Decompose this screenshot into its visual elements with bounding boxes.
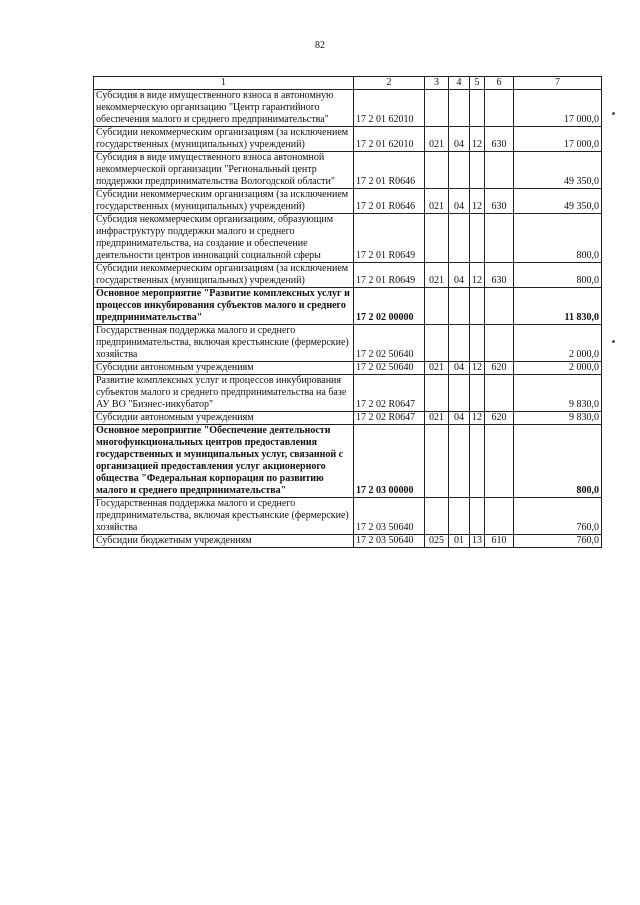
row-col6-cell: 630 — [485, 189, 514, 214]
table-row — [94, 412, 602, 425]
table-row — [94, 425, 602, 498]
row-col3-cell — [425, 152, 449, 189]
row-col5-cell — [470, 375, 485, 412]
row-amount-cell: 2 000,0 — [514, 362, 602, 375]
scan-speck — [612, 112, 615, 115]
table-row — [94, 152, 602, 189]
row-col3-cell — [425, 425, 449, 498]
row-code-cell: 17 2 01 R0646 — [354, 189, 425, 214]
row-col5-cell — [470, 90, 485, 127]
row-code-cell: 17 2 03 00000 — [354, 425, 425, 498]
row-col6-cell — [485, 288, 514, 325]
table-row — [94, 375, 602, 412]
row-amount-cell: 11 830,0 — [514, 288, 602, 325]
row-code-cell: 17 2 02 00000 — [354, 288, 425, 325]
row-col3-cell: 021 — [425, 127, 449, 152]
row-col3-cell: 021 — [425, 263, 449, 288]
row-col4-cell — [449, 152, 470, 189]
row-col6-cell — [485, 152, 514, 189]
row-name-cell: Субсидии некоммерческим организациям (за исключением государственных (муниципальных) учреждений) — [94, 127, 354, 152]
row-col3-cell — [425, 375, 449, 412]
row-col3-cell — [425, 498, 449, 535]
row-col4-cell: 04 — [449, 263, 470, 288]
table-row — [94, 127, 602, 152]
row-col3-cell — [425, 214, 449, 263]
row-col3-cell: 025 — [425, 535, 449, 548]
table-header-row — [94, 77, 602, 90]
row-col5-cell: 12 — [470, 189, 485, 214]
row-name-cell: Основное мероприятие "Обеспечение деятельности многофункциональных центров предоставления государственных и муниципальных услуг, связанной с организацией предоставления услуг акционерного общества "Федеральная корпорация по развитию малого и среднего предпринимательства" — [94, 425, 354, 498]
table-row — [94, 90, 602, 127]
row-col4-cell — [449, 214, 470, 263]
row-col3-cell: 021 — [425, 412, 449, 425]
row-amount-cell: 800,0 — [514, 425, 602, 498]
row-col5-cell — [470, 288, 485, 325]
row-col5-cell: 12 — [470, 412, 485, 425]
budget-table — [93, 76, 602, 548]
row-col3-cell — [425, 288, 449, 325]
scan-speck — [612, 340, 615, 343]
row-amount-cell: 49 350,0 — [514, 152, 602, 189]
row-col6-cell — [485, 375, 514, 412]
row-name-cell: Основное мероприятие "Развитие комплексных услуг и процессов инкубирования субъектов малого и среднего предпринимательства" — [94, 288, 354, 325]
column-header: 1 — [94, 77, 354, 90]
table-row — [94, 325, 602, 362]
row-col5-cell — [470, 214, 485, 263]
row-name-cell: Субсидия в виде имущественного взноса в автономную некоммерческую организацию "Центр гарантийного обеспечения малого и среднего предпринимательства" — [94, 90, 354, 127]
row-col4-cell — [449, 498, 470, 535]
row-col6-cell — [485, 325, 514, 362]
row-col5-cell: 12 — [470, 362, 485, 375]
column-header: 5 — [470, 77, 485, 90]
row-code-cell: 17 2 01 62010 — [354, 90, 425, 127]
table-row — [94, 498, 602, 535]
row-name-cell: Субсидии автономным учреждениям — [94, 412, 354, 425]
row-col4-cell: 01 — [449, 535, 470, 548]
row-col3-cell: 021 — [425, 189, 449, 214]
row-col6-cell — [485, 90, 514, 127]
row-code-cell: 17 2 03 50640 — [354, 535, 425, 548]
row-name-cell: Субсидии автономным учреждениям — [94, 362, 354, 375]
row-col4-cell — [449, 288, 470, 325]
row-amount-cell: 800,0 — [514, 214, 602, 263]
row-code-cell: 17 2 02 R0647 — [354, 375, 425, 412]
row-col5-cell — [470, 498, 485, 535]
row-col3-cell — [425, 90, 449, 127]
row-col5-cell: 13 — [470, 535, 485, 548]
column-header: 4 — [449, 77, 470, 90]
column-header: 3 — [425, 77, 449, 90]
row-col5-cell — [470, 152, 485, 189]
row-name-cell: Развитие комплексных услуг и процессов инкубирования субъектов малого и среднего предпринимательства на базе АУ ВО "Бизнес-инкубатор" — [94, 375, 354, 412]
table-row — [94, 263, 602, 288]
row-name-cell: Государственная поддержка малого и среднего предпринимательства, включая крестьянские (фермерские) хозяйства — [94, 498, 354, 535]
row-code-cell: 17 2 03 50640 — [354, 498, 425, 535]
row-col6-cell — [485, 498, 514, 535]
row-col4-cell: 04 — [449, 362, 470, 375]
row-name-cell: Субсидии некоммерческим организациям (за исключением государственных (муниципальных) учреждений) — [94, 263, 354, 288]
row-col4-cell: 04 — [449, 412, 470, 425]
row-name-cell: Субсидия некоммерческим организациям, образующим инфраструктуру поддержки малого и среднего предпринимательства, на создание и обеспечение деятельности центров инноваций социальной сферы — [94, 214, 354, 263]
row-col5-cell: 12 — [470, 127, 485, 152]
row-col6-cell — [485, 425, 514, 498]
row-col4-cell — [449, 375, 470, 412]
row-col6-cell: 630 — [485, 127, 514, 152]
row-name-cell: Субсидии бюджетным учреждениям — [94, 535, 354, 548]
page-number: 82 — [315, 40, 325, 51]
column-header: 2 — [354, 77, 425, 90]
row-col6-cell: 620 — [485, 412, 514, 425]
column-header: 6 — [485, 77, 514, 90]
row-code-cell: 17 2 01 R0649 — [354, 214, 425, 263]
table-row — [94, 214, 602, 263]
row-amount-cell: 2 000,0 — [514, 325, 602, 362]
row-amount-cell: 800,0 — [514, 263, 602, 288]
row-amount-cell: 17 000,0 — [514, 90, 602, 127]
row-amount-cell: 760,0 — [514, 535, 602, 548]
row-col4-cell — [449, 90, 470, 127]
row-code-cell: 17 2 01 62010 — [354, 127, 425, 152]
row-amount-cell: 760,0 — [514, 498, 602, 535]
row-col5-cell — [470, 425, 485, 498]
table-row — [94, 535, 602, 548]
row-name-cell: Субсидия в виде имущественного взноса автономной некоммерческой организации "Региональный центр поддержки предпринимательства Вологодской области" — [94, 152, 354, 189]
row-col3-cell: 021 — [425, 362, 449, 375]
row-code-cell: 17 2 02 R0647 — [354, 412, 425, 425]
row-col5-cell — [470, 325, 485, 362]
row-col4-cell — [449, 325, 470, 362]
row-code-cell: 17 2 02 50640 — [354, 362, 425, 375]
row-amount-cell: 49 350,0 — [514, 189, 602, 214]
row-name-cell: Государственная поддержка малого и среднего предпринимательства, включая крестьянские (фермерские) хозяйства — [94, 325, 354, 362]
row-col6-cell: 630 — [485, 263, 514, 288]
row-col4-cell — [449, 425, 470, 498]
row-col3-cell — [425, 325, 449, 362]
row-col6-cell — [485, 214, 514, 263]
row-col6-cell: 620 — [485, 362, 514, 375]
row-col5-cell: 12 — [470, 263, 485, 288]
row-code-cell: 17 2 01 R0649 — [354, 263, 425, 288]
row-name-cell: Субсидии некоммерческим организациям (за исключением государственных (муниципальных) учреждений) — [94, 189, 354, 214]
table-row — [94, 189, 602, 214]
row-code-cell: 17 2 02 50640 — [354, 325, 425, 362]
row-code-cell: 17 2 01 R0646 — [354, 152, 425, 189]
row-col4-cell: 04 — [449, 189, 470, 214]
table-row — [94, 362, 602, 375]
row-amount-cell: 9 830,0 — [514, 412, 602, 425]
row-col4-cell: 04 — [449, 127, 470, 152]
row-amount-cell: 9 830,0 — [514, 375, 602, 412]
table-row — [94, 288, 602, 325]
row-amount-cell: 17 000,0 — [514, 127, 602, 152]
column-header: 7 — [514, 77, 602, 90]
row-col6-cell: 610 — [485, 535, 514, 548]
